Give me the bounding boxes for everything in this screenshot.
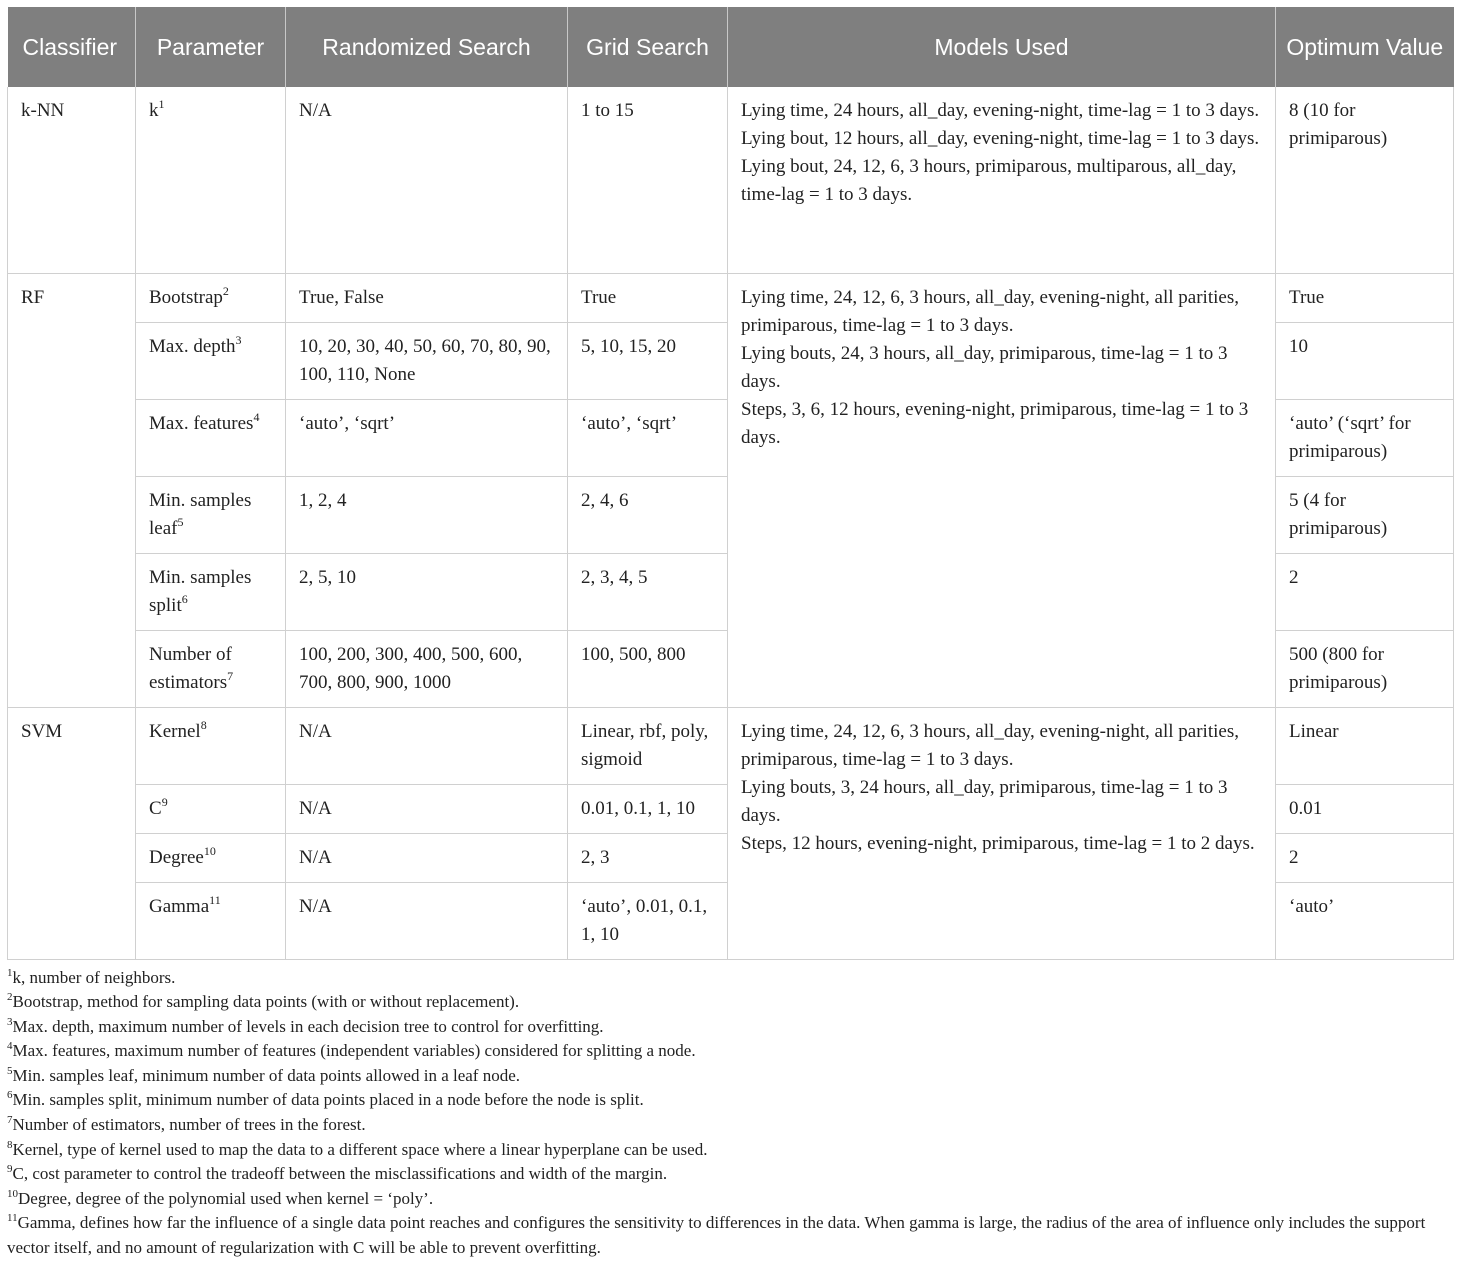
param-name: Bootstrap <box>149 286 223 308</box>
param-name: k <box>149 100 159 121</box>
footnote-ref: 7 <box>227 668 234 683</box>
footnote-number: 5 <box>7 1064 13 1077</box>
footnote-text: Kernel, type of kernel used to map the data to a different space where a linear hyperplane can be used. <box>12 1139 708 1159</box>
cell-randomized: N/A <box>286 707 568 784</box>
footnote-number: 1 <box>7 966 13 979</box>
model-line: Lying time, 24, 12, 6, 3 hours, all_day, evening-night, all parities, primiparous, time-lag = 1 to 3 days. <box>741 720 1239 770</box>
footnote-text: C, cost parameter to control the tradeoff between the misclassifications and width of the margin. <box>12 1164 668 1184</box>
cell-parameter <box>136 630 286 707</box>
cell-optimum: ‘auto’ <box>1276 882 1454 959</box>
cell-grid: 2, 4, 6 <box>568 476 728 553</box>
cell-classifier: RF <box>8 273 136 707</box>
footnote <box>7 990 1453 1015</box>
footnote-ref: 2 <box>222 283 229 298</box>
cell-grid: ‘auto’, 0.01, 0.1, 1, 10 <box>568 882 728 959</box>
footnote-text: Min. samples leaf, minimum number of data points allowed in a leaf node. <box>12 1065 521 1085</box>
cell-parameter <box>136 273 286 322</box>
cell-optimum: Linear <box>1276 707 1454 784</box>
footnote-number: 7 <box>7 1114 13 1127</box>
footnote-ref: 10 <box>203 843 216 858</box>
param-name: Kernel <box>149 720 201 742</box>
footnote-text: Bootstrap, method for sampling data points (with or without replacement). <box>12 992 520 1012</box>
model-line: Steps, 12 hours, evening-night, primiparous, time-lag = 1 to 2 days. <box>741 832 1255 854</box>
param-name: Degree <box>149 846 204 868</box>
cell-grid: Linear, rbf, poly, sigmoid <box>568 707 728 784</box>
cell-grid: ‘auto’, ‘sqrt’ <box>568 399 728 476</box>
cell-grid: True <box>568 273 728 322</box>
footnote-number: 8 <box>7 1138 13 1151</box>
cell-models <box>728 707 1276 959</box>
footnote-number: 4 <box>7 1040 13 1053</box>
cell-parameter <box>136 553 286 630</box>
param-name: Max. features <box>149 412 254 434</box>
cell-grid: 100, 500, 800 <box>568 630 728 707</box>
footnote <box>7 1015 1453 1040</box>
footnote <box>7 1211 1453 1260</box>
table-row <box>8 273 1454 322</box>
cell-models <box>728 273 1276 707</box>
cell-optimum: 2 <box>1276 833 1454 882</box>
footnote-ref: 3 <box>235 332 242 347</box>
footnote <box>7 1113 1453 1138</box>
hyperparameter-table <box>7 7 1454 960</box>
model-line: Steps, 3, 6, 12 hours, evening-night, primiparous, time-lag = 1 to 3 days. <box>741 398 1249 448</box>
cell-optimum: 0.01 <box>1276 784 1454 833</box>
footnote-text: Max. depth, maximum number of levels in each decision tree to control for overfitting. <box>12 1016 604 1036</box>
footnote <box>7 1064 1453 1089</box>
footnote <box>7 1162 1453 1187</box>
model-line: Lying time, 24 hours, all_day, evening-night, time-lag = 1 to 3 days. <box>741 100 1260 121</box>
cell-parameter <box>136 322 286 399</box>
footnote-ref: 1 <box>158 97 165 111</box>
cell-randomized: N/A <box>286 784 568 833</box>
footnote-number: 11 <box>7 1212 18 1225</box>
model-line: Lying time, 24, 12, 6, 3 hours, all_day, evening-night, all parities, primiparous, time-lag = 1 to 3 days. <box>741 286 1239 336</box>
cell-grid: 2, 3 <box>568 833 728 882</box>
cell-parameter <box>136 399 286 476</box>
cell-randomized: N/A <box>286 882 568 959</box>
cell-optimum: 500 (800 for primiparous) <box>1276 630 1454 707</box>
header-grid-search: Grid Search <box>568 7 728 87</box>
table-row <box>8 87 1454 273</box>
footnote-text: k, number of neighbors. <box>12 967 176 987</box>
param-name: Max. depth <box>149 335 236 357</box>
cell-grid: 1 to 15 <box>568 87 728 273</box>
cell-parameter <box>136 882 286 959</box>
footnotes <box>7 966 1453 1261</box>
cell-randomized: True, False <box>286 273 568 322</box>
footnote-text: Max. features, maximum number of features (independent variables) considered for splitting a node. <box>12 1041 696 1061</box>
footnote-text: Gamma, defines how far the influence of a single data point reaches and configures the sensitivity to differences in the data. When gamma is large, the radius of the area of influence only includes the support vector itself, and no amount of regularization with C will be able to prevent overfitting. <box>7 1213 1426 1258</box>
footnote-ref: 5 <box>177 514 184 529</box>
cell-grid: 0.01, 0.1, 1, 10 <box>568 784 728 833</box>
table-container <box>7 7 1453 1261</box>
footnote <box>7 1039 1453 1064</box>
cell-parameter <box>136 476 286 553</box>
footnote-ref: 11 <box>209 892 221 907</box>
footnote-number: 9 <box>7 1163 13 1176</box>
cell-optimum: ‘auto’ (‘sqrt’ for primiparous) <box>1276 399 1454 476</box>
model-line: Lying bouts, 24, 3 hours, all_day, primiparous, time-lag = 1 to 3 days. <box>741 342 1228 392</box>
footnote-text: Min. samples split, minimum number of data points placed in a node before the node is split. <box>12 1090 644 1110</box>
table-row <box>8 707 1454 784</box>
footnote <box>7 1187 1453 1212</box>
footnote-number: 6 <box>7 1089 13 1102</box>
footnote-text: Degree, degree of the polynomial used when kernel = ‘poly’. <box>18 1188 434 1208</box>
cell-parameter <box>136 707 286 784</box>
cell-models <box>728 87 1276 273</box>
cell-randomized: N/A <box>286 833 568 882</box>
cell-optimum: 5 (4 for primiparous) <box>1276 476 1454 553</box>
cell-randomized: 2, 5, 10 <box>286 553 568 630</box>
cell-optimum: True <box>1276 273 1454 322</box>
cell-optimum: 2 <box>1276 553 1454 630</box>
cell-randomized: ‘auto’, ‘sqrt’ <box>286 399 568 476</box>
header-parameter: Parameter <box>136 7 286 87</box>
model-line: Lying bout, 12 hours, all_day, evening-night, time-lag = 1 to 3 days. <box>741 128 1260 149</box>
footnote-text: Number of estimators, number of trees in the forest. <box>12 1115 366 1135</box>
param-name: Min. samples leaf <box>149 489 252 539</box>
param-name: Min. samples split <box>149 566 252 616</box>
cell-classifier: k-NN <box>8 87 136 273</box>
cell-grid: 2, 3, 4, 5 <box>568 553 728 630</box>
cell-randomized: N/A <box>286 87 568 273</box>
cell-randomized: 10, 20, 30, 40, 50, 60, 70, 80, 90, 100, 110, None <box>286 322 568 399</box>
footnote-number: 2 <box>7 991 13 1004</box>
cell-optimum: 10 <box>1276 322 1454 399</box>
param-name: Gamma <box>149 895 210 917</box>
footnote-number: 3 <box>7 1015 13 1028</box>
header-row <box>8 7 1454 87</box>
footnote-ref: 9 <box>161 794 168 809</box>
cell-parameter <box>136 87 286 273</box>
model-line: Lying bouts, 3, 24 hours, all_day, primiparous, time-lag = 1 to 3 days. <box>741 776 1228 826</box>
footnote <box>7 966 1453 991</box>
footnote-ref: 6 <box>181 591 188 606</box>
footnote-number: 10 <box>7 1187 18 1200</box>
cell-parameter <box>136 833 286 882</box>
header-classifier: Classifier <box>8 7 136 87</box>
cell-parameter <box>136 784 286 833</box>
footnote-ref: 4 <box>253 409 260 424</box>
header-models-used: Models Used <box>728 7 1276 87</box>
param-name: Number of estimators <box>149 643 232 693</box>
model-line: Lying bout, 24, 12, 6, 3 hours, primiparous, multiparous, all_day, time-lag = 1 to 3 days. <box>741 156 1237 205</box>
footnote-ref: 8 <box>200 717 207 732</box>
param-name: C <box>149 797 162 819</box>
header-optimum-value: Optimum Value <box>1276 7 1454 87</box>
header-randomized-search: Randomized Search <box>286 7 568 87</box>
cell-randomized: 1, 2, 4 <box>286 476 568 553</box>
cell-classifier: SVM <box>8 707 136 959</box>
footnote <box>7 1088 1453 1113</box>
cell-grid: 5, 10, 15, 20 <box>568 322 728 399</box>
cell-randomized: 100, 200, 300, 400, 500, 600, 700, 800, 900, 1000 <box>286 630 568 707</box>
footnote <box>7 1138 1453 1163</box>
cell-optimum: 8 (10 for primiparous) <box>1276 87 1454 273</box>
